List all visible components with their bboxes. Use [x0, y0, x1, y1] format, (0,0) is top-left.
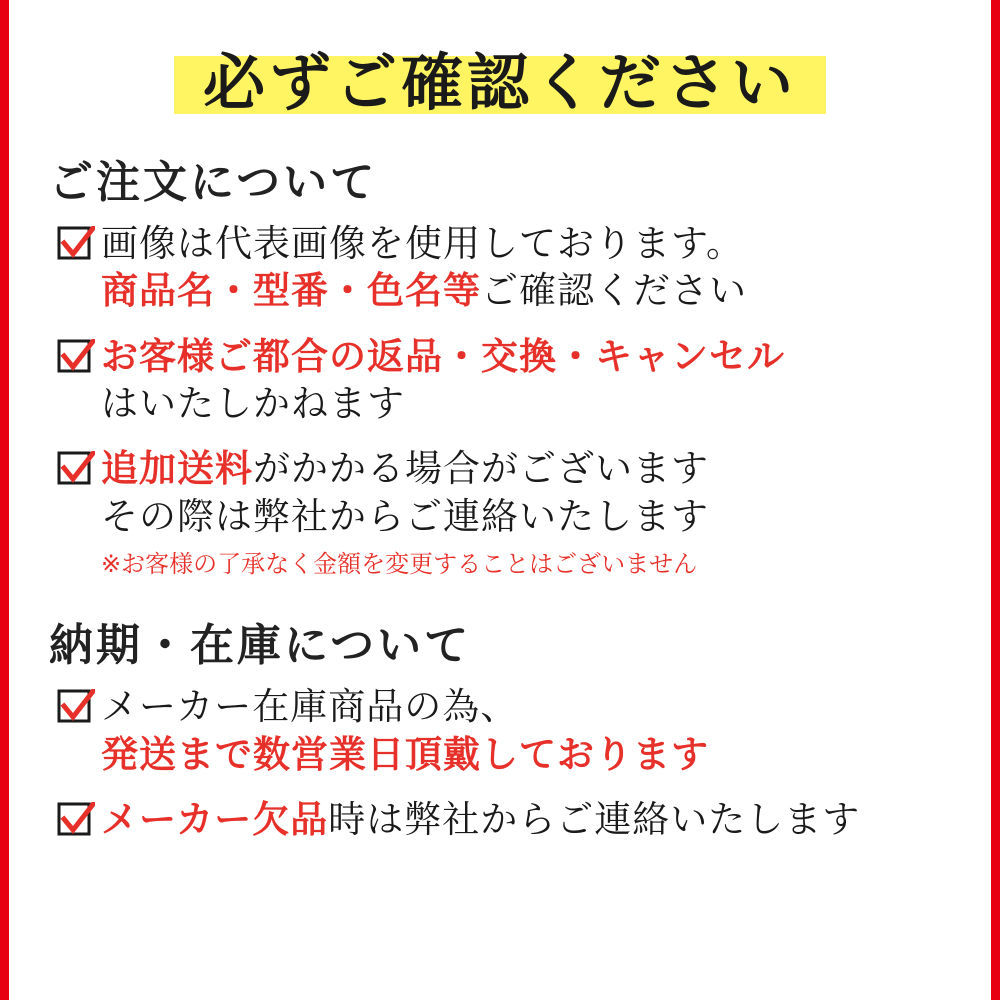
- page-title: [39, 34, 961, 132]
- list-item: [57, 796, 961, 843]
- list-item-note: ※お客様の了承なく金額を変更することはございません: [101, 550, 698, 579]
- checkbox-checked-icon: [57, 802, 95, 840]
- list-item-line: [101, 445, 961, 492]
- list-item-line: はいたしかねます: [101, 382, 405, 426]
- emphasis-text: 追加送料: [101, 447, 253, 491]
- list-item-lines: [101, 445, 961, 579]
- title-text: 必ずご確認ください: [202, 46, 797, 119]
- list-item: [57, 683, 961, 778]
- section-heading-delivery: 納期・在庫について: [49, 620, 472, 672]
- emphasis-text: 商品名・型番・色名等: [101, 269, 481, 313]
- left-red-border: [0, 0, 9, 1000]
- list-item: [57, 445, 961, 579]
- checkbox-checked-icon: [57, 689, 95, 727]
- emphasis-text: メーカー欠品: [101, 797, 329, 841]
- right-red-border: [991, 0, 1000, 1000]
- notice-content: [9, 0, 991, 1000]
- list-item-lines: [101, 796, 961, 843]
- list-item-lines: [101, 683, 961, 778]
- list-item-line: [101, 796, 961, 843]
- checkbox-checked-icon: [57, 339, 95, 377]
- list-item-line: その際は弊社からご連絡いたします: [101, 494, 709, 538]
- list-item-line: 発送まで数営業日頂戴しております: [101, 732, 709, 776]
- list-item: [57, 220, 961, 315]
- list-item: [57, 333, 961, 428]
- list-item-line-suffix: 時は弊社からご連絡いたします: [328, 797, 861, 841]
- list-item-line-suffix: がかかる場合がございます: [253, 447, 709, 491]
- checkbox-checked-icon: [57, 226, 95, 264]
- list-item-lines: [101, 333, 961, 428]
- section-heading-orders: ご注文について: [49, 157, 378, 208]
- list-item-line: お客様ご都合の返品・交換・キャンセル: [101, 334, 785, 378]
- list-item-line: [101, 267, 961, 314]
- list-item-line-suffix: ご確認ください: [481, 269, 747, 313]
- list-item-line: メーカー在庫商品の為、: [101, 685, 519, 729]
- list-item-lines: [101, 220, 961, 315]
- checkbox-checked-icon: [57, 451, 95, 489]
- list-item-line: 画像は代表画像を使用しております。: [101, 222, 745, 265]
